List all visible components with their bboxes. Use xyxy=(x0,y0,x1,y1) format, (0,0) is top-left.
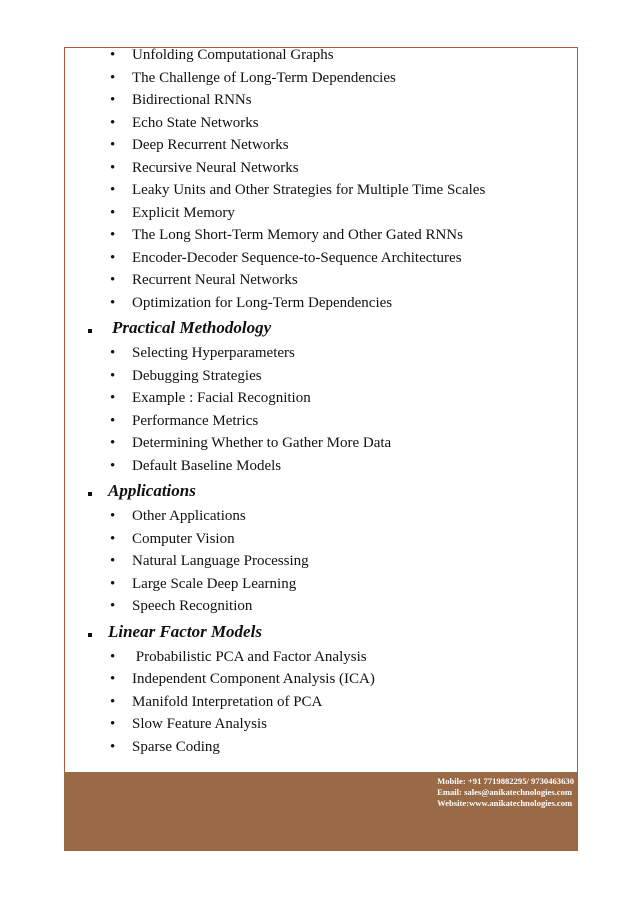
bullet-icon: • xyxy=(110,367,116,384)
list-item-text: The Long Short-Term Memory and Other Gated RNNs xyxy=(132,227,463,243)
list-item-text: Probabilistic PCA and Factor Analysis xyxy=(132,648,367,665)
list-item-text: Optimization for Long-Term Dependencies xyxy=(132,294,393,311)
list-item-text: Large Scale Deep Learning xyxy=(132,575,297,592)
bullet-icon: • xyxy=(110,159,116,176)
list-item-text: Selecting Hyperparameters xyxy=(132,345,295,361)
bullet-icon: • xyxy=(110,390,116,406)
bullet-icon: • xyxy=(110,457,116,474)
bullet-icon: • xyxy=(110,345,116,361)
list-item-text: Default Baseline Models xyxy=(132,457,282,474)
list-item-text: Explicit Memory xyxy=(132,204,235,221)
section-heading: Applications xyxy=(108,481,196,500)
footer-email: Email: sales@anikatechnologies.com xyxy=(437,787,573,797)
list-item-text: Natural Language Processing xyxy=(132,553,309,569)
list-item-text: Speech Recognition xyxy=(132,598,253,614)
bullet-icon: • xyxy=(110,114,116,131)
list-item-text: Unfolding Computational Graphs xyxy=(132,47,334,63)
list-item-text: Deep Recurrent Networks xyxy=(132,137,289,153)
list-item-text: Recursive Neural Networks xyxy=(132,159,299,176)
bullet-icon: • xyxy=(110,671,116,687)
bullet-icon: • xyxy=(110,182,116,198)
list-item-text: Manifold Interpretation of PCA xyxy=(132,693,323,710)
footer-website: Website:www.anikatechnologies.com xyxy=(437,798,573,808)
bullet-icon: • xyxy=(110,272,116,288)
bullet-icon: • xyxy=(110,716,116,732)
bullet-icon: • xyxy=(110,738,116,755)
bullet-icon: • xyxy=(110,92,116,108)
section-heading: Practical Methodology xyxy=(112,318,272,337)
bullet-icon: • xyxy=(110,575,116,592)
list-item-text: Recurrent Neural Networks xyxy=(132,272,298,288)
bullet-icon: • xyxy=(110,553,116,569)
bullet-icon: • xyxy=(110,530,116,547)
footer-bar xyxy=(64,772,578,851)
bullet-icon: • xyxy=(110,598,116,614)
section-marker xyxy=(88,492,92,496)
list-item-text: Determining Whether to Gather More Data xyxy=(132,435,392,451)
list-item-text: Performance Metrics xyxy=(132,412,259,429)
list-item-text: Slow Feature Analysis xyxy=(132,716,267,732)
bullet-icon: • xyxy=(110,294,116,311)
bullet-icon: • xyxy=(110,648,116,665)
footer-mobile: Mobile: +91 7719882295/ 9730463630 xyxy=(437,776,574,786)
list-item-text: Other Applications xyxy=(132,508,246,524)
list-item-text: Encoder-Decoder Sequence-to-Sequence Architectures xyxy=(132,249,462,266)
list-item-text: The Challenge of Long-Term Dependencies xyxy=(132,69,396,86)
bullet-icon: • xyxy=(110,69,116,86)
section-marker xyxy=(88,329,92,333)
bullet-icon: • xyxy=(110,508,116,524)
list-item-text: Debugging Strategies xyxy=(132,367,262,384)
list-item-text: Computer Vision xyxy=(132,530,235,547)
bullet-icon: • xyxy=(110,204,116,221)
list-item-text: Echo State Networks xyxy=(132,114,259,131)
bullet-icon: • xyxy=(110,249,116,266)
section-marker xyxy=(88,633,92,637)
bullet-icon: • xyxy=(110,47,116,63)
bullet-icon: • xyxy=(110,412,116,429)
bullet-icon: • xyxy=(110,435,116,451)
contact-info xyxy=(437,776,574,809)
list-item-text: Independent Component Analysis (ICA) xyxy=(132,671,375,687)
list-item-text: Sparse Coding xyxy=(132,738,220,755)
list-item-text: Leaky Units and Other Strategies for Multiple Time Scales xyxy=(132,182,486,198)
bullet-icon: • xyxy=(110,693,116,710)
section-heading: Linear Factor Models xyxy=(108,621,262,641)
list-item-text: Bidirectional RNNs xyxy=(132,92,252,108)
list-item-text: Example : Facial Recognition xyxy=(132,390,311,406)
bullet-icon: • xyxy=(110,227,116,243)
bullet-icon: • xyxy=(110,137,116,153)
